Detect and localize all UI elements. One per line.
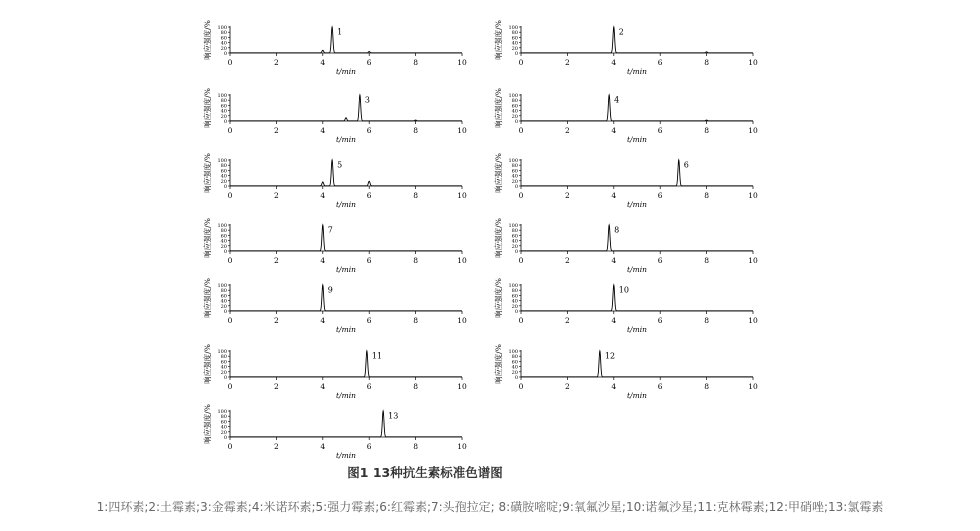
x-tick-label: 2 [274, 58, 279, 67]
x-tick-label: 0 [518, 58, 524, 67]
y-tick-label: 80 [511, 354, 518, 361]
x-axis-label: t/min [627, 200, 647, 209]
x-tick-label: 0 [227, 58, 233, 67]
y-tick-label: 20 [220, 369, 227, 376]
figure-caption-title: 图1 13种抗生素标准色谱图 [347, 465, 503, 480]
figure-caption-legend: 1:四环素;2:土霉素;3:金霉素;4:米诺环素;5:强力霉素;6:红霉素;7:头孢拉定; 8:磺胺嘧啶;9:氧氟沙星;10:诺氟沙星;11:克林霉素;12:甲硝唑;13:氯霉素 [96, 500, 884, 514]
x-tick-label: 4 [611, 256, 617, 265]
y-tick-label: 80 [220, 30, 227, 37]
y-axis-label: 响应强度/% [494, 218, 503, 258]
y-tick-label: 0 [223, 119, 227, 125]
x-tick-label: 8 [413, 382, 418, 391]
y-tick-label: 0 [514, 249, 518, 255]
y-tick-label: 100 [217, 223, 227, 229]
x-tick-label: 10 [748, 256, 758, 265]
x-tick-label: 4 [320, 191, 326, 200]
y-tick-label: 100 [217, 93, 227, 99]
x-tick-label: 6 [366, 126, 372, 135]
x-tick-label: 8 [413, 256, 418, 265]
y-tick-label: 20 [220, 178, 227, 185]
x-tick-label: 6 [366, 191, 372, 200]
chromatogram-panel-9 [202, 278, 467, 334]
y-axis-label: 响应强度/% [203, 153, 212, 193]
y-tick-label: 100 [508, 93, 518, 99]
x-tick-label: 10 [457, 58, 467, 67]
x-tick-label: 8 [704, 256, 709, 265]
y-tick-label: 60 [511, 293, 518, 300]
x-tick-label: 8 [704, 316, 709, 325]
y-tick-label: 60 [220, 103, 227, 110]
x-tick-label: 10 [748, 382, 758, 391]
x-tick-label: 4 [320, 316, 326, 325]
x-tick-label: 6 [657, 191, 663, 200]
x-tick-label: 0 [227, 126, 233, 135]
chromatogram-trace [230, 225, 462, 251]
chromatogram-panel-13 [202, 404, 467, 460]
chromatogram-panel-7 [202, 218, 467, 274]
y-tick-label: 40 [511, 173, 518, 180]
x-tick-label: 0 [227, 316, 233, 325]
y-tick-label: 20 [511, 178, 518, 185]
x-tick-label: 6 [657, 58, 663, 67]
x-tick-label: 8 [413, 126, 418, 135]
x-tick-label: 8 [704, 126, 709, 135]
x-tick-label: 8 [704, 382, 709, 391]
y-tick-label: 80 [511, 98, 518, 105]
y-tick-label: 0 [514, 309, 518, 315]
y-tick-label: 100 [217, 349, 227, 355]
y-tick-label: 80 [511, 228, 518, 235]
x-axis-label: t/min [627, 265, 647, 274]
x-tick-label: 2 [565, 316, 570, 325]
x-axis-label: t/min [336, 391, 356, 400]
y-tick-label: 100 [217, 283, 227, 289]
x-tick-label: 6 [657, 316, 663, 325]
y-tick-label: 0 [514, 184, 518, 190]
chromatogram-panel-1 [202, 20, 467, 76]
y-tick-label: 20 [220, 303, 227, 310]
y-tick-label: 40 [511, 40, 518, 47]
x-tick-label: 4 [611, 58, 617, 67]
x-tick-label: 10 [457, 382, 467, 391]
chromatogram-panel-12 [493, 344, 758, 400]
chromatogram-panel-5 [202, 153, 467, 209]
x-tick-label: 10 [748, 126, 758, 135]
chromatogram-trace [521, 351, 753, 377]
x-tick-label: 2 [274, 442, 279, 451]
y-tick-label: 40 [511, 238, 518, 245]
x-tick-label: 6 [366, 382, 372, 391]
x-tick-label: 8 [704, 191, 709, 200]
peak-number-label: 9 [327, 285, 333, 295]
y-tick-label: 0 [514, 119, 518, 125]
y-tick-label: 60 [220, 35, 227, 42]
y-tick-label: 100 [217, 25, 227, 31]
y-tick-label: 20 [220, 113, 227, 120]
y-axis-label: 响应强度/% [203, 404, 212, 444]
y-tick-label: 40 [511, 108, 518, 115]
y-tick-label: 60 [511, 35, 518, 42]
y-tick-label: 100 [508, 283, 518, 289]
y-tick-label: 60 [511, 103, 518, 110]
x-tick-label: 2 [565, 126, 570, 135]
y-tick-label: 60 [220, 233, 227, 240]
y-tick-label: 20 [220, 429, 227, 436]
y-tick-label: 0 [223, 309, 227, 315]
chromatogram-trace [230, 160, 462, 186]
chromatogram-trace [521, 160, 753, 186]
x-tick-label: 10 [457, 316, 467, 325]
y-tick-label: 80 [220, 354, 227, 361]
y-axis-label: 响应强度/% [203, 88, 212, 128]
y-tick-label: 0 [223, 375, 227, 381]
x-tick-label: 10 [748, 316, 758, 325]
x-axis-label: t/min [627, 135, 647, 144]
peak-number-label: 10 [618, 285, 629, 295]
chromatogram-trace [230, 285, 462, 311]
x-tick-label: 10 [457, 442, 467, 451]
y-tick-label: 80 [511, 163, 518, 170]
x-tick-label: 0 [518, 126, 524, 135]
x-tick-label: 10 [748, 191, 758, 200]
y-tick-label: 100 [508, 158, 518, 164]
chromatogram-trace [230, 95, 462, 121]
y-tick-label: 80 [220, 163, 227, 170]
y-tick-label: 80 [511, 30, 518, 37]
y-axis-label: 响应强度/% [494, 88, 503, 128]
y-tick-label: 60 [511, 359, 518, 366]
x-tick-label: 2 [565, 191, 570, 200]
y-tick-label: 40 [220, 40, 227, 47]
x-tick-label: 8 [704, 58, 709, 67]
y-tick-label: 20 [511, 243, 518, 250]
x-axis-label: t/min [336, 200, 356, 209]
y-tick-label: 80 [220, 288, 227, 295]
x-tick-label: 6 [657, 256, 663, 265]
y-tick-label: 0 [514, 51, 518, 57]
chromatogram-panel-11 [202, 344, 467, 400]
y-tick-label: 0 [223, 435, 227, 441]
chromatogram-panel-8 [493, 218, 758, 274]
x-axis-label: t/min [627, 67, 647, 76]
y-tick-label: 0 [223, 184, 227, 190]
y-tick-label: 100 [508, 349, 518, 355]
peak-number-label: 8 [614, 225, 620, 235]
y-tick-label: 0 [514, 375, 518, 381]
y-tick-label: 20 [220, 243, 227, 250]
y-tick-label: 60 [220, 168, 227, 175]
y-tick-label: 20 [511, 303, 518, 310]
x-axis-label: t/min [627, 325, 647, 334]
y-tick-label: 40 [220, 108, 227, 115]
y-tick-label: 100 [508, 25, 518, 31]
x-tick-label: 8 [413, 58, 418, 67]
y-axis-label: 响应强度/% [494, 153, 503, 193]
x-tick-label: 0 [518, 316, 524, 325]
chromatogram-trace [521, 27, 753, 53]
x-tick-label: 4 [611, 316, 617, 325]
chromatogram-trace [521, 95, 753, 121]
x-tick-label: 8 [413, 316, 418, 325]
x-tick-label: 2 [274, 256, 279, 265]
chromatogram-trace [521, 285, 753, 311]
x-tick-label: 6 [657, 126, 663, 135]
y-axis-label: 响应强度/% [203, 20, 212, 60]
peak-number-label: 1 [337, 27, 343, 37]
x-tick-label: 2 [274, 316, 279, 325]
peak-number-label: 13 [388, 411, 399, 421]
x-tick-label: 6 [657, 382, 663, 391]
y-tick-label: 20 [511, 369, 518, 376]
y-tick-label: 40 [511, 364, 518, 371]
x-tick-label: 4 [320, 256, 326, 265]
x-tick-label: 4 [320, 58, 326, 67]
peak-number-label: 12 [604, 351, 616, 361]
x-tick-label: 6 [366, 58, 372, 67]
x-axis-label: t/min [336, 135, 356, 144]
x-axis-label: t/min [336, 325, 356, 334]
chromatogram-trace [521, 225, 753, 251]
x-tick-label: 4 [320, 382, 326, 391]
y-tick-label: 80 [220, 98, 227, 105]
peak-number-label: 11 [371, 351, 383, 361]
y-tick-label: 100 [508, 223, 518, 229]
x-tick-label: 10 [457, 256, 467, 265]
x-tick-label: 4 [320, 126, 326, 135]
x-tick-label: 0 [518, 382, 524, 391]
y-axis-label: 响应强度/% [203, 278, 212, 318]
x-tick-label: 0 [227, 442, 233, 451]
y-tick-label: 80 [220, 228, 227, 235]
x-tick-label: 4 [611, 382, 617, 391]
x-tick-label: 10 [748, 58, 758, 67]
y-tick-label: 20 [511, 45, 518, 52]
y-tick-label: 0 [223, 51, 227, 57]
chromatogram-trace [230, 411, 462, 437]
chromatogram-panel-4 [493, 88, 758, 144]
x-tick-label: 8 [413, 442, 418, 451]
chromatogram-panel-3 [202, 88, 467, 144]
x-tick-label: 4 [611, 126, 617, 135]
peak-number-label: 3 [364, 95, 371, 105]
x-axis-label: t/min [336, 451, 356, 460]
x-axis-label: t/min [336, 265, 356, 274]
x-tick-label: 6 [366, 256, 372, 265]
x-tick-label: 2 [274, 382, 279, 391]
peak-number-label: 7 [327, 225, 333, 235]
y-tick-label: 60 [220, 419, 227, 426]
chromatogram-panel-6 [493, 153, 758, 209]
x-axis-label: t/min [336, 67, 356, 76]
x-tick-label: 10 [457, 126, 467, 135]
x-tick-label: 0 [518, 191, 524, 200]
y-tick-label: 60 [220, 293, 227, 300]
y-tick-label: 80 [511, 288, 518, 295]
x-tick-label: 2 [274, 126, 279, 135]
y-tick-label: 40 [220, 298, 227, 305]
y-tick-label: 60 [220, 359, 227, 366]
x-tick-label: 0 [227, 256, 233, 265]
chromatogram-panel-2 [493, 20, 758, 76]
y-axis-label: 响应强度/% [494, 278, 503, 318]
x-tick-label: 2 [565, 58, 570, 67]
x-tick-label: 6 [366, 316, 372, 325]
chromatogram-trace [230, 27, 462, 53]
peak-number-label: 5 [337, 160, 343, 170]
y-tick-label: 0 [223, 249, 227, 255]
x-tick-label: 0 [227, 191, 233, 200]
x-axis-label: t/min [627, 391, 647, 400]
x-tick-label: 4 [611, 191, 617, 200]
y-axis-label: 响应强度/% [203, 344, 212, 384]
y-tick-label: 40 [220, 424, 227, 431]
x-tick-label: 2 [565, 256, 570, 265]
y-tick-label: 60 [511, 233, 518, 240]
chromatogram-panel-10 [493, 278, 758, 334]
chromatogram-trace [230, 351, 462, 377]
y-tick-label: 40 [220, 364, 227, 371]
x-tick-label: 0 [227, 382, 233, 391]
y-tick-label: 40 [511, 298, 518, 305]
x-tick-label: 6 [366, 442, 372, 451]
y-tick-label: 60 [511, 168, 518, 175]
y-tick-label: 20 [511, 113, 518, 120]
peak-number-label: 6 [683, 160, 689, 170]
x-tick-label: 10 [457, 191, 467, 200]
y-axis-label: 响应强度/% [494, 20, 503, 60]
x-tick-label: 2 [565, 382, 570, 391]
y-tick-label: 100 [217, 158, 227, 164]
x-tick-label: 8 [413, 191, 418, 200]
y-axis-label: 响应强度/% [203, 218, 212, 258]
peak-number-label: 4 [614, 95, 620, 105]
y-tick-label: 40 [220, 173, 227, 180]
x-tick-label: 2 [274, 191, 279, 200]
y-tick-label: 20 [220, 45, 227, 52]
x-tick-label: 0 [518, 256, 524, 265]
y-axis-label: 响应强度/% [494, 344, 503, 384]
y-tick-label: 40 [220, 238, 227, 245]
x-tick-label: 4 [320, 442, 326, 451]
peak-number-label: 2 [618, 27, 624, 37]
y-tick-label: 80 [220, 414, 227, 421]
y-tick-label: 100 [217, 409, 227, 415]
